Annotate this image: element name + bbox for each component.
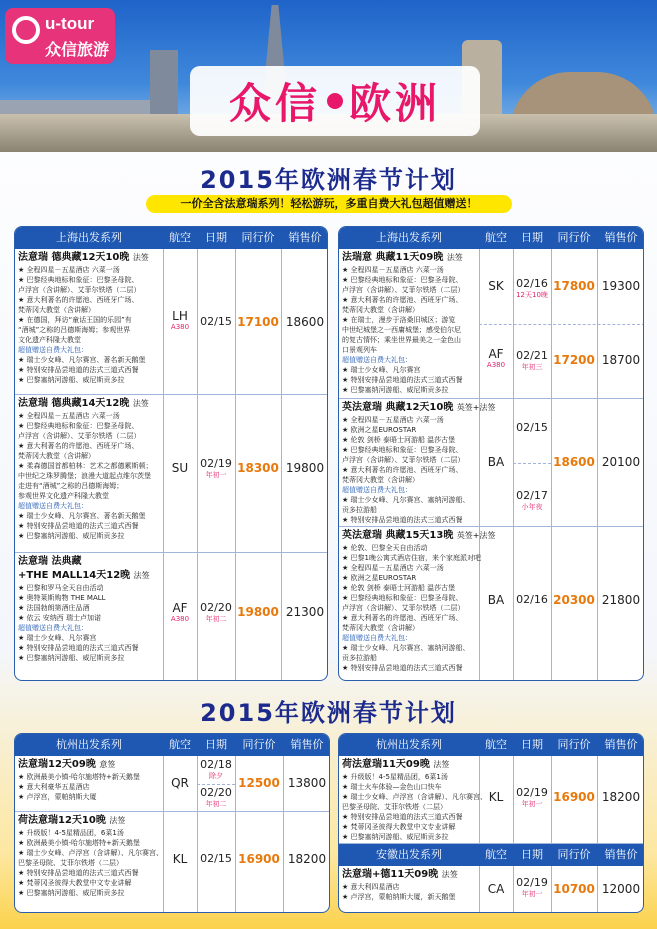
feature-line: ★ 巴黎1晚公寓式酒店住宿，来个家庭派对吧 <box>342 554 481 562</box>
route-features <box>342 543 496 673</box>
feature-line: 超值赠送自费大礼包： <box>18 624 88 632</box>
shanghai-table-right <box>338 226 644 681</box>
date-note: 年初一 <box>521 800 543 808</box>
peer-price: 10700 <box>553 882 595 896</box>
route-features <box>18 265 149 385</box>
feature-line: ★ 意大利著名的许愿池、西班牙广场、 <box>342 614 463 622</box>
route-description <box>18 555 150 663</box>
visa-tag: 法签 <box>441 870 458 879</box>
feature-line: ★ 升级版！4-5星精品团，6菜1汤 <box>342 773 448 781</box>
feature-line: ★ 巴黎经典地标和象征：巴黎圣母院、 <box>342 446 463 454</box>
hero-title-right: 欧洲 <box>349 79 442 128</box>
header-series: 上海出发系列 <box>56 231 122 244</box>
feature-line: ★ 瑞士少女峰、凡尔赛宫、塞纳河游船、 <box>342 496 470 504</box>
feature-line: ★ 奥特莱斯购物 THE MALL <box>18 594 106 602</box>
airline-cell: KL <box>488 790 504 804</box>
feature-line: 梵蒂冈大教堂（含讲解） <box>342 306 419 314</box>
feature-line: ★ 巴黎经典地标和象征：巴黎圣母院、 <box>342 276 463 284</box>
feature-line: ★ 特别安排品尝地道的法式三道式西餐 <box>18 644 139 652</box>
feature-line: ★ 特别安排品尝地道的法式三道式西餐 <box>342 664 463 672</box>
feature-line: ★ 全程四星－五星酒店 六菜一汤 <box>342 266 444 274</box>
route-description <box>342 251 465 395</box>
visa-tag: 法签 <box>132 253 149 262</box>
feature-line: ★ 瑞士少女峰、凡尔赛宫、著名新天鹅堡 <box>18 356 146 364</box>
feature-line: 超值赠送自费大礼包： <box>342 634 412 642</box>
header-sale-price: 销售价 <box>604 848 638 861</box>
route-description <box>342 758 487 842</box>
airline-cell: BA <box>487 455 505 469</box>
feature-line: 梵蒂冈大教堂（含讲解） <box>18 452 95 460</box>
feature-line: ★ 特别安排品尝地道的法式三道式西餐 <box>18 522 139 530</box>
header-peer-price: 同行价 <box>241 231 275 244</box>
airline-cell: CA <box>487 882 505 896</box>
feature-line: ★ 意大利著名的许愿池、西班牙广场、 <box>342 296 463 304</box>
feature-line: ★ 意大利四星酒店 <box>342 883 400 891</box>
feature-line: ★ 特别安排品尝地道的法式三道式西餐 <box>18 366 139 374</box>
visa-tag: 法签 <box>132 399 149 408</box>
sale-price: 13800 <box>287 776 327 790</box>
sale-price: 18200 <box>601 790 641 804</box>
feature-line: ★ 在德国，拜访“童话王国的乐园”有 <box>18 316 132 324</box>
route-name: 法意瑞+德11天09晚 <box>342 869 439 880</box>
feature-line: ★ 全程四星－五星酒店 六菜一汤 <box>18 412 120 420</box>
date-note: 12天10晚 <box>516 291 548 299</box>
feature-line: ★ 瑞士少女峰、卢浮宫（含讲解）、凡尔赛宫、 <box>342 793 487 801</box>
feature-line: 巴黎圣母院、艾菲尔铁塔（二层） <box>18 859 123 867</box>
date-cell: 02/15 <box>200 315 232 328</box>
table-header <box>15 227 327 249</box>
feature-line: 超值赠送自费大礼包： <box>18 502 88 510</box>
date-cell: 02/20 年初二 <box>197 786 235 809</box>
header-date: 日期 <box>521 231 543 244</box>
date-cell: 02/17 小年夜 <box>513 489 551 512</box>
date-cell: 02/18 除夕 <box>197 758 235 781</box>
header-sale-price: 销售价 <box>288 231 322 244</box>
date-cell: 02/19 年初一 <box>197 457 235 480</box>
sale-price: 19800 <box>285 461 325 475</box>
visa-tag: 意签 <box>99 760 116 769</box>
peer-price: 20300 <box>553 593 595 607</box>
route-name: 英法意瑞 典藏15天13晚 <box>342 530 454 541</box>
header-airline: 航空 <box>169 738 191 751</box>
feature-line: 卢浮宫（含讲解）、艾菲尔铁塔（二层） <box>342 604 465 612</box>
feature-line: ★ 欧洲之星EUROSTAR <box>342 574 417 582</box>
feature-line: ★ 特别安排品尝地道的法式三道式西餐 <box>342 376 463 384</box>
table-row[interactable] <box>15 756 329 812</box>
airline-cell: LH A380 <box>163 309 197 331</box>
aircraft-label: A380 <box>486 361 506 369</box>
airline-cell: AF A380 <box>479 347 513 369</box>
feature-line: 贡多拉游船 <box>342 506 377 514</box>
table-row[interactable] <box>339 866 643 913</box>
utour-logo[interactable] <box>5 8 115 64</box>
visa-tag: 法签 <box>133 571 150 580</box>
feature-line: 梵蒂冈大教堂（含讲解） <box>342 624 419 632</box>
date-cell: 02/15 <box>516 421 548 434</box>
sale-price: 21300 <box>285 605 325 619</box>
feature-line: 口景观列车 <box>342 346 377 354</box>
feature-line: 梵蒂冈大教堂（含讲解） <box>18 306 95 314</box>
feature-line: ★ 全程四星－五星酒店 六菜一汤 <box>18 266 120 274</box>
feature-line: 中世纪之珠罗腾堡；浪漫大道起点维尔茨堡 <box>18 472 151 480</box>
feature-line: ★ 柔森德国首都柏林：艺术之都德累斯顿； <box>18 462 153 470</box>
route-features <box>18 411 153 541</box>
feature-line: ★ 特别安排品尝地道的法式三道式西餐 <box>342 813 463 821</box>
route-name: 英法意瑞 典藏12天10晚 <box>342 402 454 413</box>
feature-line: ★ 巴黎塞纳河游船、威尼斯贡多拉 <box>342 833 449 841</box>
feature-line: 梵蒂冈大教堂（含讲解） <box>342 476 419 484</box>
date-cell: 02/15 <box>200 852 232 865</box>
header-peer-price: 同行价 <box>557 231 591 244</box>
table-row[interactable] <box>15 249 327 395</box>
header-date: 日期 <box>205 738 227 751</box>
table-row[interactable] <box>339 527 643 681</box>
feature-line: ★ 巴黎和罗马全天自由活动 <box>18 584 104 592</box>
route-name: 法瑞意 典藏11天09晚 <box>342 252 444 263</box>
sale-price: 12000 <box>601 882 641 896</box>
hangzhou-table-left <box>14 733 330 913</box>
hero-banner <box>0 0 657 152</box>
feature-line: ★ 巴黎塞纳河游船、威尼斯贡多拉 <box>18 532 125 540</box>
header-airline: 航空 <box>169 231 191 244</box>
route-name: 法意瑞 德典藏14天12晚 <box>18 398 130 409</box>
feature-line: ★ 巴黎经典地标和象征：巴黎圣母院、 <box>18 276 139 284</box>
date-note: 年初二 <box>205 800 227 808</box>
logo-text-cn: 众信旅游 <box>45 40 110 59</box>
feature-line: ★ 全程四星－五星酒店 六菜一汤 <box>342 564 444 572</box>
feature-line: ★ 伦敦 剑桥 泰晤士河游船 温莎古堡 <box>342 436 456 444</box>
route-description <box>18 397 153 541</box>
logo-text-en: u-tour <box>45 14 95 33</box>
airline-cell: SK <box>488 279 504 293</box>
peer-price: 18300 <box>237 461 279 475</box>
feature-line: 卢浮宫（含讲解）、艾菲尔铁塔（二层） <box>342 456 465 464</box>
header-airline: 航空 <box>485 231 507 244</box>
peer-price: 18600 <box>553 455 595 469</box>
feature-line: ★ 欧洲之星EUROSTAR <box>342 426 417 434</box>
header-peer-price: 同行价 <box>557 738 591 751</box>
route-features <box>342 265 465 395</box>
visa-tag: 法签 <box>433 760 450 769</box>
route-description <box>18 814 163 898</box>
table-row[interactable] <box>15 395 327 553</box>
header-series: 杭州出发系列 <box>56 738 122 751</box>
header-series: 安徽出发系列 <box>376 848 442 861</box>
feature-line: 中世纪城堡之一西庸城堡；感受伯尔尼 <box>342 326 461 334</box>
airline-cell: AF A380 <box>163 601 197 623</box>
date-note: 年初一 <box>521 890 543 898</box>
header-airline: 航空 <box>485 848 507 861</box>
airline-cell: SU <box>171 461 189 475</box>
hero-dot-icon <box>327 93 343 109</box>
section-title-bottom: 2015年欧洲春节计划 <box>200 699 457 727</box>
header-date: 日期 <box>521 738 543 751</box>
date-note: 小年夜 <box>521 503 543 511</box>
feature-line: ★ 梵蒂冈圣彼得大教堂中文专业讲解 <box>342 823 456 831</box>
table-row[interactable] <box>339 399 643 527</box>
feature-line: ★ 巴黎塞纳河游船、威尼斯贡多拉 <box>342 386 449 394</box>
aircraft-label: A380 <box>170 323 190 331</box>
feature-line: ★ 伦敦、巴黎全天自由活动 <box>342 544 428 552</box>
peer-price: 17800 <box>553 279 595 293</box>
feature-line: ★ 瑞士少女峰、凡尔赛宫 <box>342 366 421 374</box>
sale-price: 18200 <box>287 852 327 866</box>
visa-tag: 法签 <box>446 253 463 262</box>
route-features <box>18 828 163 898</box>
hero-title-left: 众信 <box>228 79 321 128</box>
feature-line: 巴黎圣母院、艾菲尔铁塔（二层） <box>342 803 447 811</box>
airline-cell: BA <box>487 593 505 607</box>
feature-line: 文化遗产科隆大教堂 <box>18 336 81 344</box>
date-note: 年初二 <box>205 615 227 623</box>
route-description <box>18 758 140 802</box>
header-series: 杭州出发系列 <box>376 738 442 751</box>
feature-line: ★ 意大利豪华五星酒店 <box>18 783 90 791</box>
feature-line: ★ 意大利著名的许愿池、西班牙广场、 <box>342 466 463 474</box>
slogan-banner: 一价全含法意瑞系列！轻松游玩，多重自费大礼包超值赠送！ <box>146 195 512 213</box>
route-description <box>18 251 149 385</box>
table-row[interactable] <box>339 249 643 399</box>
feature-line: ★ 依云 安纳西 瑞士卢加诺 <box>18 614 101 622</box>
table-header <box>339 227 643 249</box>
feature-line: 卢浮宫（含讲解）、艾菲尔铁塔（二层） <box>18 286 141 294</box>
feature-line: ★ 法国勃朗第酒庄品酒 <box>18 604 90 612</box>
feature-line: ★ 卢浮宫，蒙帕纳斯大厦 <box>18 793 97 801</box>
peer-price: 12500 <box>238 776 280 790</box>
route-features <box>342 882 458 902</box>
feature-line: 的复古情怀；乘坐世界最美之一金色山 <box>342 336 461 344</box>
visa-tag: 英签+法签 <box>456 531 496 540</box>
feature-line: ★ 巴黎经典地标和象征：巴黎圣母院、 <box>342 594 463 602</box>
airline-cell: QR <box>171 776 189 790</box>
feature-line: ★ 瑞士少女峰、凡尔赛宫 <box>18 634 97 642</box>
route-name: 法意瑞 法典藏 <box>18 556 82 567</box>
feature-line: ★ 全程四星－五星酒店 六菜一汤 <box>342 416 444 424</box>
route-name-line2: +THE MALL14天12晚 <box>18 570 131 581</box>
header-sale-price: 销售价 <box>290 738 324 751</box>
feature-line: ★ 瑞士少女峰、凡尔赛宫、著名新天鹅堡 <box>18 512 146 520</box>
header-peer-price: 同行价 <box>557 848 591 861</box>
table-header <box>15 734 329 756</box>
route-features <box>18 772 140 802</box>
peer-price: 19800 <box>237 605 279 619</box>
header-date: 日期 <box>521 848 543 861</box>
header-airline: 航空 <box>485 738 507 751</box>
sale-price: 18600 <box>285 315 325 329</box>
feature-line: ★ 巴黎塞纳河游船、威尼斯贡多拉 <box>18 376 125 384</box>
header-date: 日期 <box>205 231 227 244</box>
route-description <box>342 401 496 525</box>
feature-line: ★ 欧洲最美小镇-哈尔施塔特+新天鹅堡 <box>18 839 140 847</box>
date-cell: 02/20 年初二 <box>197 601 235 624</box>
visa-tag: 英签+法签 <box>456 403 496 412</box>
header-peer-price: 同行价 <box>242 738 276 751</box>
table-row[interactable] <box>339 756 643 844</box>
hero-title <box>190 66 480 136</box>
date-cell: 02/16 12天10晚 <box>513 277 551 300</box>
route-features <box>342 772 487 842</box>
shanghai-table-left <box>14 226 328 681</box>
section-title-top: 2015年欧洲春节计划 <box>200 166 457 194</box>
visa-tag: 法签 <box>109 816 126 825</box>
feature-line: 卢浮宫（含讲解）、艾菲尔铁塔（二层） <box>18 432 141 440</box>
sale-price: 19300 <box>601 279 641 293</box>
table-row[interactable] <box>15 812 329 913</box>
header-series: 上海出发系列 <box>376 231 442 244</box>
sale-price: 18700 <box>601 353 641 367</box>
route-description <box>342 529 496 673</box>
feature-line: 超值赠送自费大礼包： <box>342 356 412 364</box>
peer-price: 17200 <box>553 353 595 367</box>
hangzhou-table-right <box>338 733 644 913</box>
feature-line: ★ 梵蒂冈圣彼得大教堂中文专业讲解 <box>18 879 132 887</box>
feature-line: ★ 卢浮宫，蒙帕纳斯大厦，新天鹅堡 <box>342 893 456 901</box>
header-sale-price: 销售价 <box>604 738 638 751</box>
feature-line: ★ 瑞士少女峰、凡尔赛宫、塞纳河游船、 <box>342 644 470 652</box>
feature-line: ★ 特别安排品尝地道的法式三道式西餐 <box>342 516 463 524</box>
airline-cell: KL <box>172 852 188 866</box>
date-cell: 02/21 年初三 <box>513 349 551 372</box>
feature-line: ★ 在瑞士，漫步于洛桑旧城区；游览 <box>342 316 456 324</box>
aircraft-label: A380 <box>170 615 190 623</box>
date-note: 除夕 <box>209 772 223 780</box>
feature-line: 参观世界文化遗产科隆大教堂 <box>18 492 109 500</box>
feature-line: 贡多拉游船 <box>342 654 377 662</box>
route-name: 荷法意瑞12天10晚 <box>18 815 106 826</box>
feature-line: ★ 升级版！4-5星精品团，6菜1汤 <box>18 829 124 837</box>
feature-line: 走进有“酒城”之称的吕德斯海姆； <box>18 482 124 490</box>
feature-line: ★ 特别安排品尝地道的法式三道式西餐 <box>18 869 139 877</box>
feature-line: ★ 伦敦 剑桥 泰晤士河游船 温莎古堡 <box>342 584 456 592</box>
date-note: 年初一 <box>205 471 227 479</box>
feature-line: ★ 意大利著名的许愿池、西班牙广场、 <box>18 296 139 304</box>
feature-line: ★ 巴黎经典地标和象征：巴黎圣母院、 <box>18 422 139 430</box>
feature-line: ★ 意大利著名的许愿池、西班牙广场、 <box>18 442 139 450</box>
feature-line: ★ 瑞士火车体验—金色山口快车 <box>342 783 442 791</box>
table-header <box>339 734 643 756</box>
date-cell: 02/19 年初一 <box>513 786 551 809</box>
sale-price: 20100 <box>601 455 641 469</box>
route-features <box>342 415 496 525</box>
peer-price: 16900 <box>238 852 280 866</box>
header-sale-price: 销售价 <box>604 231 638 244</box>
peer-price: 17100 <box>237 315 279 329</box>
route-name: 法意瑞 德典藏12天10晚 <box>18 252 130 263</box>
logo-circle-icon <box>12 16 40 44</box>
route-name: 法意瑞12天09晚 <box>18 759 96 770</box>
feature-line: “酒城”之称的吕德斯海姆；参观世界 <box>18 326 131 334</box>
anhui-header <box>339 844 643 866</box>
route-description <box>342 868 458 902</box>
feature-line: 超值赠送自费大礼包： <box>342 486 412 494</box>
date-cell: 02/19 年初一 <box>513 876 551 899</box>
feature-line: 卢浮宫（含讲解）、艾菲尔铁塔（二层） <box>342 286 465 294</box>
feature-line: ★ 巴黎塞纳河游船、威尼斯贡多拉 <box>18 889 125 897</box>
table-row[interactable] <box>15 553 327 681</box>
feature-line: ★ 欧洲最美小镇-哈尔施塔特+新天鹅堡 <box>18 773 140 781</box>
feature-line: ★ 巴黎塞纳河游船、威尼斯贡多拉 <box>18 654 125 662</box>
feature-line: ★ 瑞士少女峰、卢浮宫（含讲解）、凡尔赛宫、 <box>18 849 163 857</box>
sale-price: 21800 <box>601 593 641 607</box>
feature-line: 超值赠送自费大礼包： <box>18 346 88 354</box>
date-note: 年初三 <box>521 363 543 371</box>
route-features <box>18 583 150 663</box>
date-cell: 02/16 <box>516 593 548 606</box>
route-name: 荷法意瑞11天09晚 <box>342 759 430 770</box>
peer-price: 16900 <box>553 790 595 804</box>
